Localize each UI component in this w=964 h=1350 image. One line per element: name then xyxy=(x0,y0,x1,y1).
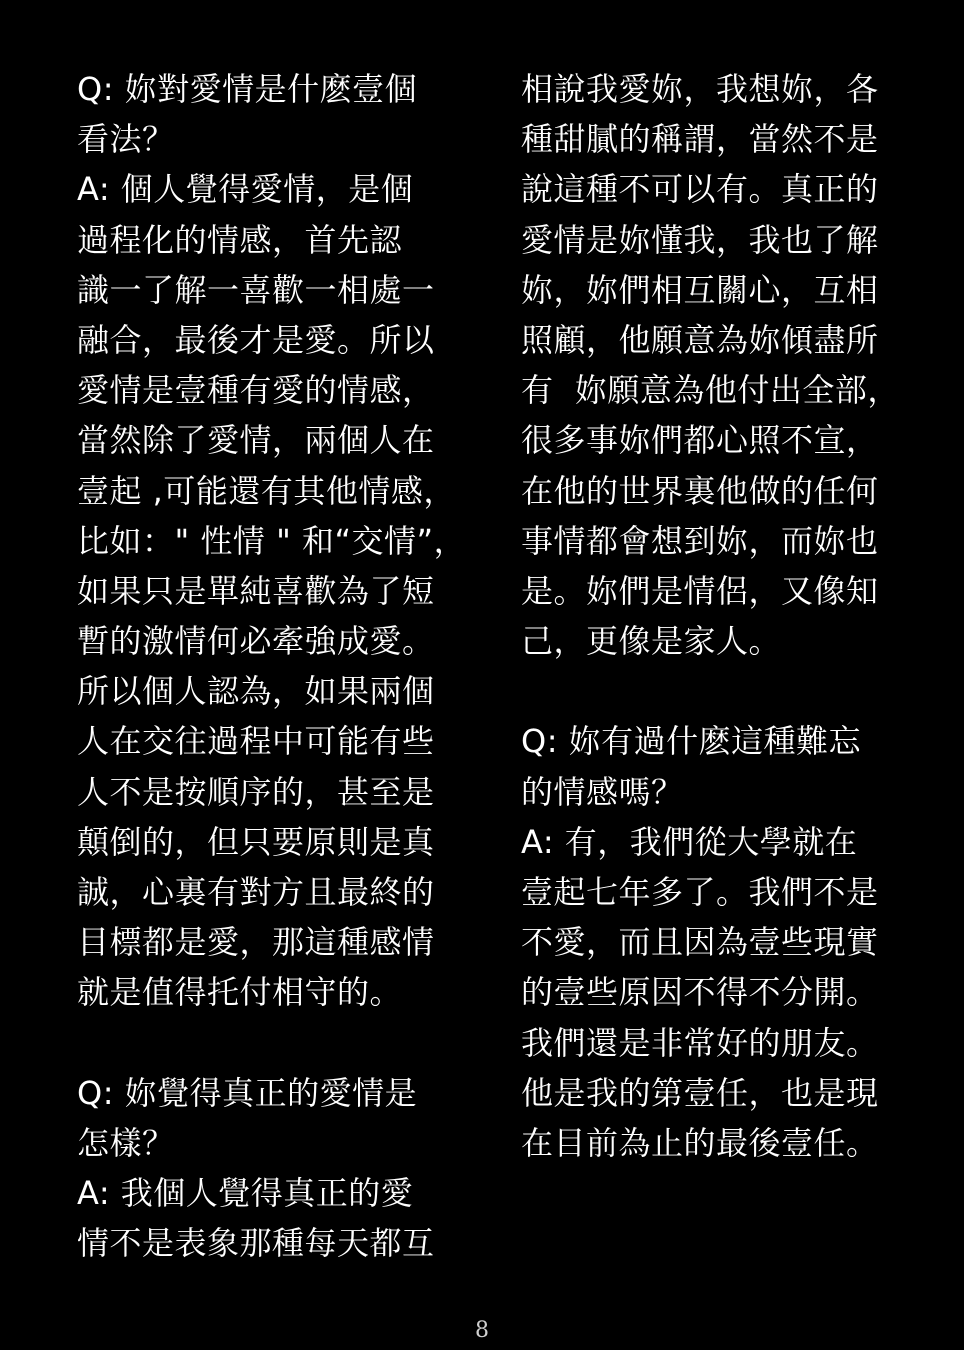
answer-2 xyxy=(77,1168,477,1268)
text-line: 情不是表象那種每天都互 xyxy=(77,1224,435,1263)
answer-3 xyxy=(521,817,921,1168)
text-line: 己，更像是家人。 xyxy=(521,622,782,661)
text-line: 說這種不可以有。真正的 xyxy=(521,170,879,209)
text-line: 看法？ xyxy=(77,120,175,159)
question-2 xyxy=(77,1068,477,1168)
text-line: 融合，最後才是愛。所以 xyxy=(77,320,435,359)
paragraph-gap xyxy=(77,1018,477,1068)
text-line: 是。妳們是情侶，又像知 xyxy=(521,571,879,610)
text-line: 愛情是壹種有愛的情感， xyxy=(77,371,435,410)
page-number: 8 xyxy=(475,1318,489,1343)
text-line: A: 我個人覺得真正的愛 xyxy=(77,1174,414,1213)
text-line: 我們還是非常好的朋友。 xyxy=(521,1023,879,1062)
text-line: Q: 妳有過什麽這種難忘 xyxy=(521,722,862,761)
paragraph-gap xyxy=(521,666,921,716)
text-line: Q: 妳覺得真正的愛情是 xyxy=(77,1073,418,1112)
text-line: 不愛，而且因為壹些現實 xyxy=(521,923,879,962)
answer-2-continued xyxy=(521,64,921,666)
text-line: 人不是按順序的，甚至是 xyxy=(77,772,435,811)
text-line: 誠，心裏有對方且最終的 xyxy=(77,873,435,911)
answer-1 xyxy=(77,164,477,1017)
text-line: 妳，妳們相互關心，互相 xyxy=(521,270,879,309)
text-line: 目標都是愛，那這種感情 xyxy=(77,923,435,962)
right-column xyxy=(521,64,921,1168)
text-line: 種甜膩的稱謂，當然不是 xyxy=(521,120,879,159)
text-line: A: 有，我們從大學就在 xyxy=(521,822,858,861)
text-line: 人在交往過程中可能有些 xyxy=(77,722,435,761)
text-line: 相說我愛妳，我想妳，各 xyxy=(521,70,879,108)
text-line: 很多事妳們都心照不宣， xyxy=(521,421,879,460)
text-line: 事情都會想到妳，而妳也 xyxy=(521,521,879,560)
text-line: 識一了解一喜歡一相處一 xyxy=(77,270,435,309)
text-line: 的情感嗎？ xyxy=(521,772,684,811)
text-line: 壹起七年多了。我們不是 xyxy=(521,873,879,911)
question-3 xyxy=(521,716,921,816)
text-line: 暫的激情何必牽強成愛。 xyxy=(77,622,435,661)
text-line: 所以個人認為，如果兩個 xyxy=(77,672,435,711)
text-line: 在他的世界裏他做的任何 xyxy=(521,471,879,510)
text-line: Q: 妳對愛情是什麽壹個 xyxy=(77,70,418,108)
text-line: 當然除了愛情，兩個人在 xyxy=(77,421,435,460)
text-line: 愛情是妳懂我，我也了解 xyxy=(521,220,879,259)
text-line: 他是我的第壹任，也是現 xyxy=(521,1073,879,1112)
text-line: 過程化的情感，首先認 xyxy=(77,220,403,259)
text-line: 怎樣？ xyxy=(77,1123,175,1162)
text-line: 的壹些原因不得不分開。 xyxy=(521,973,879,1012)
text-line: 照顧，他願意為妳傾盡所 xyxy=(521,320,879,359)
text-line: 就是值得托付相守的。 xyxy=(77,973,403,1012)
text-line: 如果只是單純喜歡為了短 xyxy=(77,571,435,610)
left-column xyxy=(77,64,477,1269)
text-line: 有 妳願意為他付出全部， xyxy=(521,371,900,410)
text-line: 壹起 ,可能還有其他情感， xyxy=(77,471,456,510)
text-line: 比如：" 性情 " 和“交情”， xyxy=(77,521,467,560)
text-line: A: 個人覺得愛情，是個 xyxy=(77,170,414,209)
text-line: 顛倒的，但只要原則是真 xyxy=(77,822,435,861)
text-line: 在目前為止的最後壹任。 xyxy=(521,1123,879,1162)
question-1 xyxy=(77,64,477,164)
